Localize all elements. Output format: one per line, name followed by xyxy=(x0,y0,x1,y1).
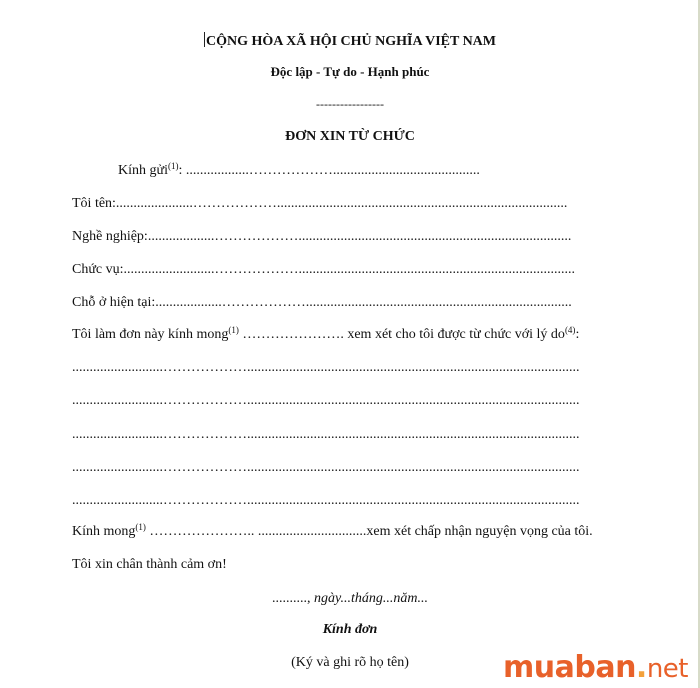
name-field: Tôi tên:......................………………................................................................................... xyxy=(72,196,568,211)
addressee-label: Kính gửi xyxy=(118,163,168,178)
request-text-a: Tôi làm đơn này kính mong xyxy=(72,327,229,342)
date-line xyxy=(0,591,700,607)
text-cursor xyxy=(204,32,205,47)
approval-line xyxy=(72,524,593,540)
request-text-b: …………………. xem xét cho tôi được từ chức với lý do xyxy=(238,327,565,342)
logo-tld: net xyxy=(646,654,688,684)
reason-line: ..........................………………............................................................................................... xyxy=(72,393,580,408)
logo-dot: . xyxy=(635,650,647,685)
request-line xyxy=(72,327,579,343)
signature-title: Kính đơn xyxy=(322,622,378,637)
approval-label: Kính mong xyxy=(72,524,136,539)
addressee-line xyxy=(118,163,480,179)
motto: Độc lập - Tự do - Hạnh phúc xyxy=(270,64,430,79)
position-field: Chức vụ:..........................………………............................................................................... xyxy=(72,262,576,277)
footnote-marker: (4) xyxy=(564,325,576,335)
footnote-marker: (1) xyxy=(135,522,146,532)
date-text: ngày...tháng...năm... xyxy=(314,591,428,606)
addressee-dots: : ..................……………….......................................... xyxy=(178,163,480,178)
muaban-logo xyxy=(503,651,688,686)
reason-line: ..........................………………............................................................................................... xyxy=(72,427,580,442)
logo-brand: muaban xyxy=(502,650,636,685)
reason-line: ..........................………………............................................................................................... xyxy=(72,360,580,375)
reason-line: ..........................………………............................................................................................... xyxy=(72,460,580,475)
address-field: Chỗ ở hiện tại:...................………………............................................................................ xyxy=(72,295,572,310)
date-place: .........., xyxy=(272,591,315,606)
nation-heading: CỘNG HÒA XÃ HỘI CHỦ NGHĨA VIỆT NAM xyxy=(205,34,496,49)
request-text-c: : xyxy=(575,327,580,342)
footnote-marker: (1) xyxy=(167,161,179,171)
signature-note: (Ký và ghi rõ họ tên) xyxy=(291,655,409,670)
separator: ----------------- xyxy=(316,97,384,111)
approval-text: ………………….. ...............................xem xét chấp nhận nguyện vọng của tôi. xyxy=(145,524,593,539)
reason-line: ..........................………………............................................................................................... xyxy=(72,493,580,508)
footnote-marker: (1) xyxy=(228,325,239,335)
thanks-line: Tôi xin chân thành cảm ơn! xyxy=(72,557,227,572)
occupation-field: Nghề nghiệp:...................……………….............................................................................. xyxy=(72,229,572,244)
document-title: ĐƠN XIN TỪ CHỨC xyxy=(285,129,415,144)
